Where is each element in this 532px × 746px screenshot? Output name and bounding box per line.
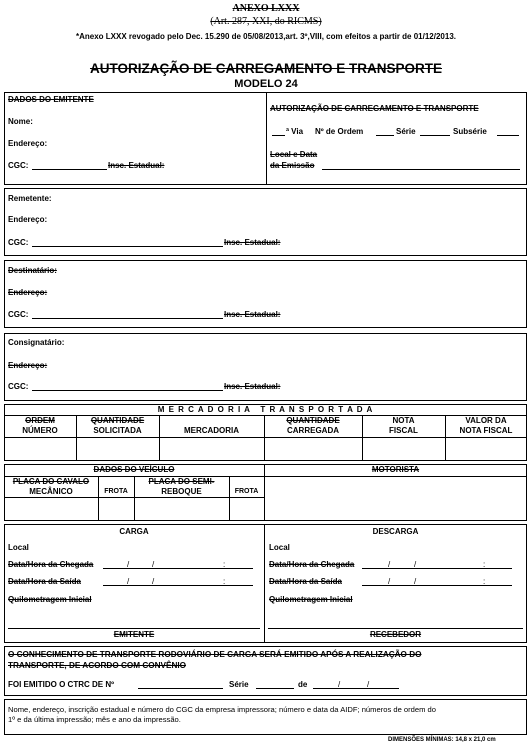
col-value-line2: NOTA FISCAL (459, 426, 513, 435)
ctrc-de-label: de (298, 680, 308, 689)
load-local-label: Local (8, 543, 29, 552)
article-reference: (Art. 287, XXI, do RICMS) (210, 16, 322, 27)
issuer-heading: DADOS DO EMITENTE (8, 95, 94, 104)
trailer-plate-line1: PLACA DO SEMI- (148, 477, 215, 486)
load-arrival-label: Data/Hora da Chegada (8, 560, 94, 569)
load-heading: CARGA (119, 527, 149, 536)
ctrc-date-sep2: / (367, 680, 370, 689)
tractor-plate-line2: MECÂNICO (29, 487, 73, 496)
place-date-label: Local e Data (270, 150, 318, 159)
load-arrival-sep3: : (223, 560, 226, 569)
tractor-plate-line1: PLACA DO CAVALO (12, 477, 90, 486)
fleet1-label: FROTA (104, 488, 128, 495)
col-invoice-line2: FISCAL (389, 426, 418, 435)
col-invoice-line1: NOTA (392, 416, 415, 425)
form-model: MODELO 24 (234, 78, 298, 90)
form-title: AUTORIZAÇÃO DE CARREGAMENTO E TRANSPORTE (89, 61, 442, 76)
unload-departure-label: Data/Hora da Saída (269, 577, 342, 586)
via-label: ª Via (286, 127, 304, 136)
consignee-label: Consignatário: (8, 338, 65, 347)
sender-ie-label: Insc. Estadual: (224, 238, 281, 247)
emission-label: da Emissão (270, 161, 315, 170)
load-departure-label: Data/Hora da Saída (8, 577, 81, 586)
fleet2-label: FROTA (234, 488, 259, 495)
unload-departure-sep2: / (414, 577, 417, 586)
unload-arrival-sep2: / (414, 560, 417, 569)
issuer-cgc-label: CGC: (8, 161, 29, 170)
auth-series-label: Série (396, 127, 416, 136)
col-loaded-line1: QUANTIDADE (286, 416, 340, 425)
load-departure-sep3: : (223, 577, 226, 586)
col-order-line2: NÚMERO (22, 426, 58, 435)
col-order-line1: ORDEM (25, 416, 55, 425)
unload-arrival-label: Data/Hora da Chegada (269, 560, 355, 569)
notice-line1: O CONHECIMENTO DE TRANSPORTE RODOVIÁRIO DE CARGA SERÁ EMITIDO APÓS A REALIZAÇÃO DO (8, 650, 422, 659)
load-odometer-label: Quilometragem Inicial (8, 595, 92, 604)
notice-line2: TRANSPORTE, DE ACORDO COM CONVÊNIO (8, 661, 187, 670)
consignee-address-label: Endereço: (8, 361, 48, 370)
unload-arrival-sep3: : (483, 560, 486, 569)
col-requested-line1: QUANTIDADE (90, 416, 145, 425)
recipient-address-label: Endereço: (8, 288, 48, 297)
authorization-heading: AUTORIZAÇÃO DE CARREGAMENTO E TRANSPORTE (270, 104, 479, 113)
subseries-label: Subsérie (453, 127, 487, 136)
sender-label: Remetente: (8, 194, 52, 203)
driver-heading: MOTORISTA (371, 465, 420, 474)
revocation-note: *Anexo LXXX revogado pelo Dec. 15.290 de 05/08/2013,art. 3º,VIII, com efeitos a partir de 01/12/2013. (76, 32, 456, 41)
load-arrival-sep2: / (152, 560, 155, 569)
unload-arrival-sep1: / (388, 560, 391, 569)
unload-departure-sep1: / (388, 577, 391, 586)
load-departure-sep1: / (127, 577, 130, 586)
issuer-signature-label: EMITENTE (113, 630, 155, 639)
issuer-ie-label: Insc. Estadual: (108, 161, 165, 170)
col-value-line1: VALOR DA (465, 416, 507, 425)
col-requested-line2: SOLICITADA (93, 426, 142, 435)
unload-local-label: Local (269, 543, 290, 552)
col-goods-line2: MERCADORIA (183, 426, 240, 435)
unload-departure-sep3: : (483, 577, 486, 586)
annex-label: ANEXO LXXX (232, 3, 300, 14)
issuer-address-label: Endereço: (8, 139, 48, 148)
ctrc-date-sep1: / (338, 680, 341, 689)
printer-info-line1: Nome, endereço, inscrição estadual e número do CGC da empresa impressora; número e data da AIDF; números de ordem do (8, 705, 436, 714)
consignee-ie-label: Insc. Estadual: (224, 382, 281, 391)
load-unload-section (4, 524, 527, 643)
printer-info-line2: 1º e da última impressão; mês e ano da impressão. (8, 715, 181, 724)
trailer-plate-line2: REBOQUE (161, 487, 202, 496)
recipient-cgc-label: CGC: (8, 310, 29, 319)
unload-heading: DESCARGA (372, 527, 419, 536)
min-dimensions: DIMENSÕES MÍNIMAS: 14,8 x 21,0 cm (388, 737, 496, 743)
col-loaded-line2: CARREGADA (287, 426, 339, 435)
sender-cgc-label: CGC: (8, 238, 29, 247)
receiver-signature-label: RECEBEDOR (369, 630, 422, 639)
recipient-ie-label: Insc. Estadual: (224, 310, 281, 319)
recipient-label: Destinatário: (8, 266, 57, 275)
order-label: Nº de Ordem (315, 127, 364, 136)
unload-odometer-label: Quilometragem Inicial (269, 595, 353, 604)
ctrc-series-label: Série (229, 680, 249, 689)
issuer-name-label: Nome: (8, 117, 33, 126)
consignee-cgc-label: CGC: (8, 382, 29, 391)
load-arrival-sep1: / (127, 560, 130, 569)
ctrc-label: FOI EMITIDO O CTRC DE Nº (8, 680, 115, 689)
load-departure-sep2: / (152, 577, 155, 586)
vehicle-heading: DADOS DO VEÍCULO (93, 465, 175, 474)
goods-heading: M E R C A D O R I A T R A N S P O R T A D A (157, 405, 374, 414)
sender-address-label: Endereço: (8, 215, 48, 224)
